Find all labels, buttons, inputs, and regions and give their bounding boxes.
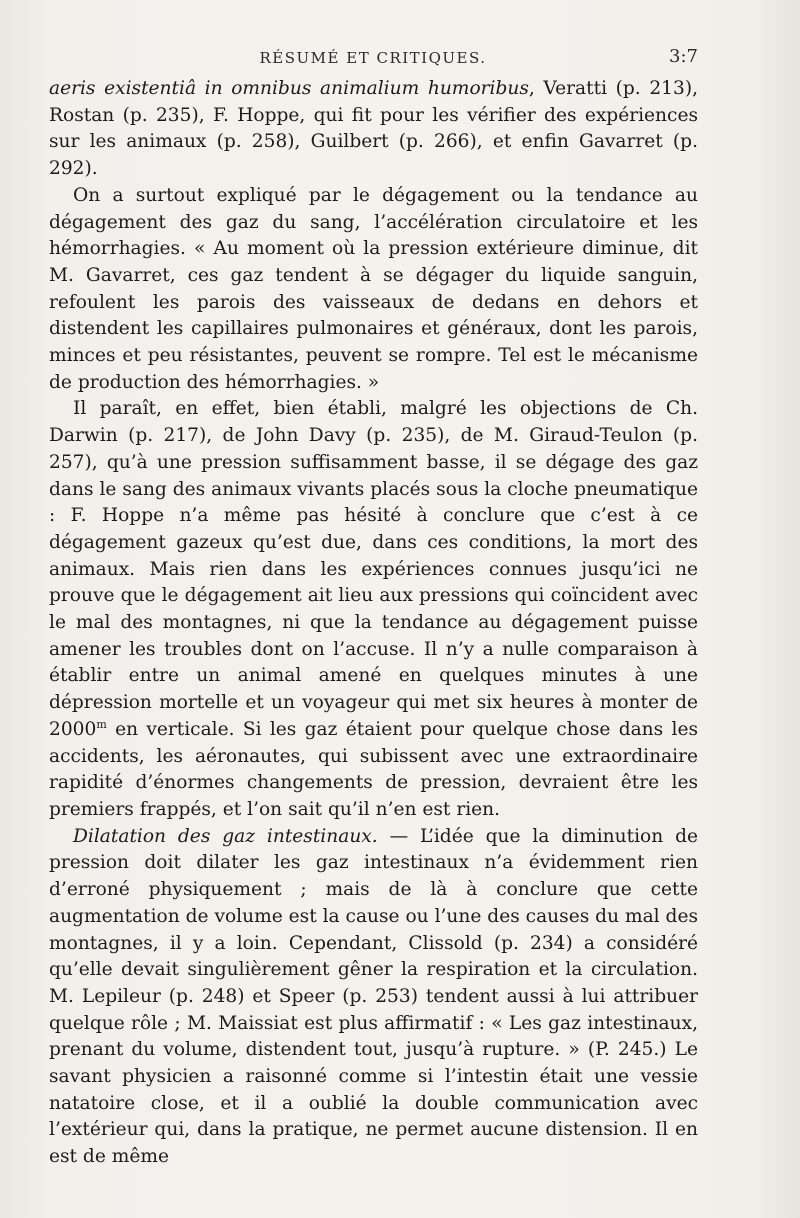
running-head: RÉSUMÉ ET CRITIQUES.	[259, 49, 487, 67]
latin-title: aeris existentiâ in omnibus animalium humoribus	[49, 78, 529, 99]
body-text	[49, 76, 698, 1171]
paragraph-3	[49, 396, 698, 823]
meter-unit: m	[96, 717, 107, 731]
paragraph-4	[49, 824, 698, 1171]
section-heading-italic: Dilatation des gaz intestinaux.	[73, 825, 378, 847]
paragraph-3-text-b: en verticale. Si les gaz étaient pour quelque chose dans les accidents, les aéronautes, qui subissent avec une extraordinaire rapidité d’énormes changements de pression, devraient être les premiers frappés, et l’on sait qu’il n’en est rien.	[49, 718, 698, 820]
paragraph-3-text-a: Il paraît, en effet, bien établi, malgré les objections de Ch. Darwin (p. 217), de John Davy (p. 235), de M. Giraud-Teulon (p. 257), qu’à une pression suffisamment basse, il se dégage des gaz dans le sang des animaux vivants placés sous la cloche pneumatique : F. Hoppe n’a même pas hésité à conclure que c’est à ce dégagement gazeux qu’est due, dans ces conditions, la mort des animaux. Mais rien dans les expériences connues jusqu’ici ne prouve que le dégagement ait lieu aux pressions qui coïncident avec le mal des montagnes, ni que la tendance au dégagement puisse amener les troubles dont on l’accuse. Il n’y a nulle comparaison à établir entre un animal amené en quelques minutes à une dépression mortelle et un voyageur qui met six heures à monter de 2000	[49, 398, 698, 740]
paragraph-1-text: , Veratti (p. 213), Rostan (p. 235), F. Hoppe, qui fit pour les vérifier des expériences sur les animaux (p. 258), Guilbert (p. 266), et enfin Gavarret (p. 292).	[49, 78, 698, 180]
page-header	[48, 46, 698, 70]
page-number: 3:7	[669, 46, 698, 67]
paragraph-2: On a surtout expliqué par le dégagement ou la tendance au dégagement des gaz du sang, l’accélération circulatoire et les hémorrhagies. « Au moment où la pression extérieure diminue, dit M. Gavarret, ces gaz tendent à se dégager du liquide sanguin, refoulent les parois des vaisseaux de dedans en dehors et distendent les capillaires pulmonaires et généraux, dont les parois, minces et peu résistantes, peuvent se rompre. Tel est le mécanisme de production des hémorrhagies. »	[49, 184, 698, 393]
paragraph-1	[49, 76, 698, 183]
paragraph-4-text: — L’idée que la diminution de pression doit dilater les gaz intestinaux n’a évidemment rien d’erroné physiquement ; mais de là à conclure que cette augmentation de volume est la cause ou l’une des causes du mal des montagnes, il y a loin. Cependant, Clissold (p. 234) a considéré qu’elle devait singulièrement gêner la respiration et la circulation. M. Lepileur (p. 248) et Speer (p. 253) tendent aussi à lui attribuer quelque rôle ; M. Maissiat est plus affirmatif : « Les gaz intestinaux, prenant du volume, distendent tout, jusqu’à rupture. » (P. 245.) Le savant physicien a raisonné comme si l’intestin était une vessie natatoire close, et il a oublié la double communication avec l’extérieur qui, dans la pratique, ne permet aucune distension. Il en est de même	[49, 825, 699, 1168]
